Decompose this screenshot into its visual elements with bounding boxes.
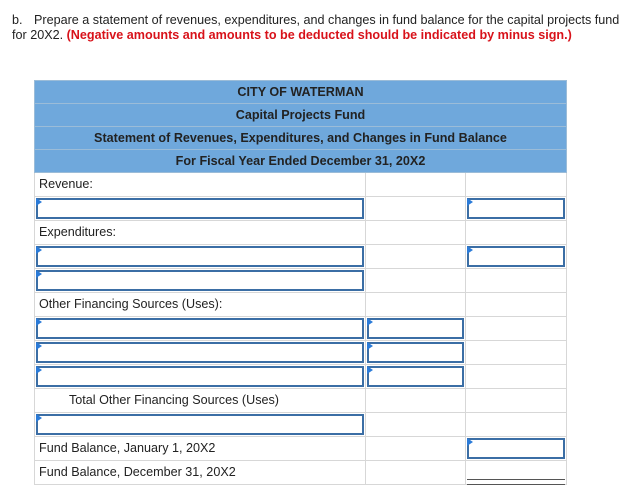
header-title: Statement of Revenues, Expenditures, and Changes in Fund Balance: [34, 126, 567, 149]
revenue-line-1-input[interactable]: [36, 198, 364, 219]
instruction-emphasis: (Negative amounts and amounts to be deducted should be indicated by minus sign.): [66, 28, 572, 42]
empty-cell: [366, 461, 466, 484]
other-line-3-input[interactable]: [36, 366, 364, 387]
total-other-financing-label: Total Other Financing Sources (Uses): [34, 389, 366, 412]
other-amount-3-input[interactable]: [367, 366, 464, 387]
empty-cell: [366, 293, 466, 316]
blank-input-row: [34, 413, 567, 437]
empty-cell: [466, 341, 567, 364]
empty-cell: [366, 269, 466, 292]
fund-balance-begin-input[interactable]: [467, 438, 565, 459]
expenditure-line-2-input[interactable]: [36, 270, 364, 291]
other-line-2-input[interactable]: [36, 342, 364, 363]
revenue-label-row: [34, 173, 567, 197]
empty-cell: [466, 269, 567, 292]
empty-cell: [466, 221, 567, 244]
other-line-1-input[interactable]: [36, 318, 364, 339]
total-other-financing-row: [34, 389, 567, 413]
fund-balance-end-cell: [466, 461, 567, 484]
expenditure-line-1-input[interactable]: [36, 246, 364, 267]
empty-cell: [366, 173, 466, 196]
blank-line-cell: [34, 413, 366, 436]
fund-balance-end-row: [34, 461, 567, 485]
fund-balance-begin-cell: [466, 437, 567, 460]
other-amount-cell: [366, 317, 466, 340]
empty-cell: [366, 197, 466, 220]
empty-cell: [466, 389, 567, 412]
header-fund: Capital Projects Fund: [34, 103, 567, 126]
expenditure-input-row: [34, 245, 567, 269]
other-financing-input-row: [34, 341, 567, 365]
fund-balance-end-label: Fund Balance, December 31, 20X2: [34, 461, 366, 484]
empty-cell: [466, 173, 567, 196]
other-financing-input-row: [34, 365, 567, 389]
other-amount-cell: [366, 341, 466, 364]
expenditures-label-row: [34, 221, 567, 245]
empty-cell: [366, 245, 466, 268]
empty-cell: [366, 389, 466, 412]
instruction-main: Prepare a statement of revenues, expenditures, and changes in fund balance for the capital projects fund for 20X2.: [12, 13, 620, 42]
other-line-cell: [34, 341, 366, 364]
other-financing-input-row: [34, 317, 567, 341]
other-amount-cell: [366, 365, 466, 388]
empty-cell: [466, 413, 567, 436]
empty-cell: [366, 437, 466, 460]
other-financing-label: Other Financing Sources (Uses):: [34, 293, 366, 316]
header-entity: CITY OF WATERMAN: [34, 80, 567, 103]
revenue-amount-cell: [466, 197, 567, 220]
other-line-cell: [34, 317, 366, 340]
double-underline: [467, 479, 565, 485]
part-label: b.: [12, 13, 23, 27]
instruction-text: [12, 13, 622, 43]
other-amount-1-input[interactable]: [367, 318, 464, 339]
expenditure-amount-cell: [466, 245, 567, 268]
empty-cell: [466, 365, 567, 388]
expenditure-line-cell: [34, 245, 366, 268]
expenditure-input-row: [34, 269, 567, 293]
empty-cell: [366, 221, 466, 244]
empty-cell: [466, 293, 567, 316]
expenditures-label: Expenditures:: [34, 221, 366, 244]
revenue-amount-1-input[interactable]: [467, 198, 565, 219]
other-financing-label-row: [34, 293, 567, 317]
blank-line-1-input[interactable]: [36, 414, 364, 435]
expenditure-amount-1-input[interactable]: [467, 246, 565, 267]
other-line-cell: [34, 365, 366, 388]
revenue-input-row: [34, 197, 567, 221]
statement-table: [34, 80, 567, 485]
revenue-line-cell: [34, 197, 366, 220]
empty-cell: [466, 317, 567, 340]
header-period: For Fiscal Year Ended December 31, 20X2: [34, 149, 567, 173]
empty-cell: [366, 413, 466, 436]
fund-balance-begin-label: Fund Balance, January 1, 20X2: [34, 437, 366, 460]
fund-balance-begin-row: [34, 437, 567, 461]
expenditure-line-cell: [34, 269, 366, 292]
other-amount-2-input[interactable]: [367, 342, 464, 363]
revenue-label: Revenue:: [34, 173, 366, 196]
